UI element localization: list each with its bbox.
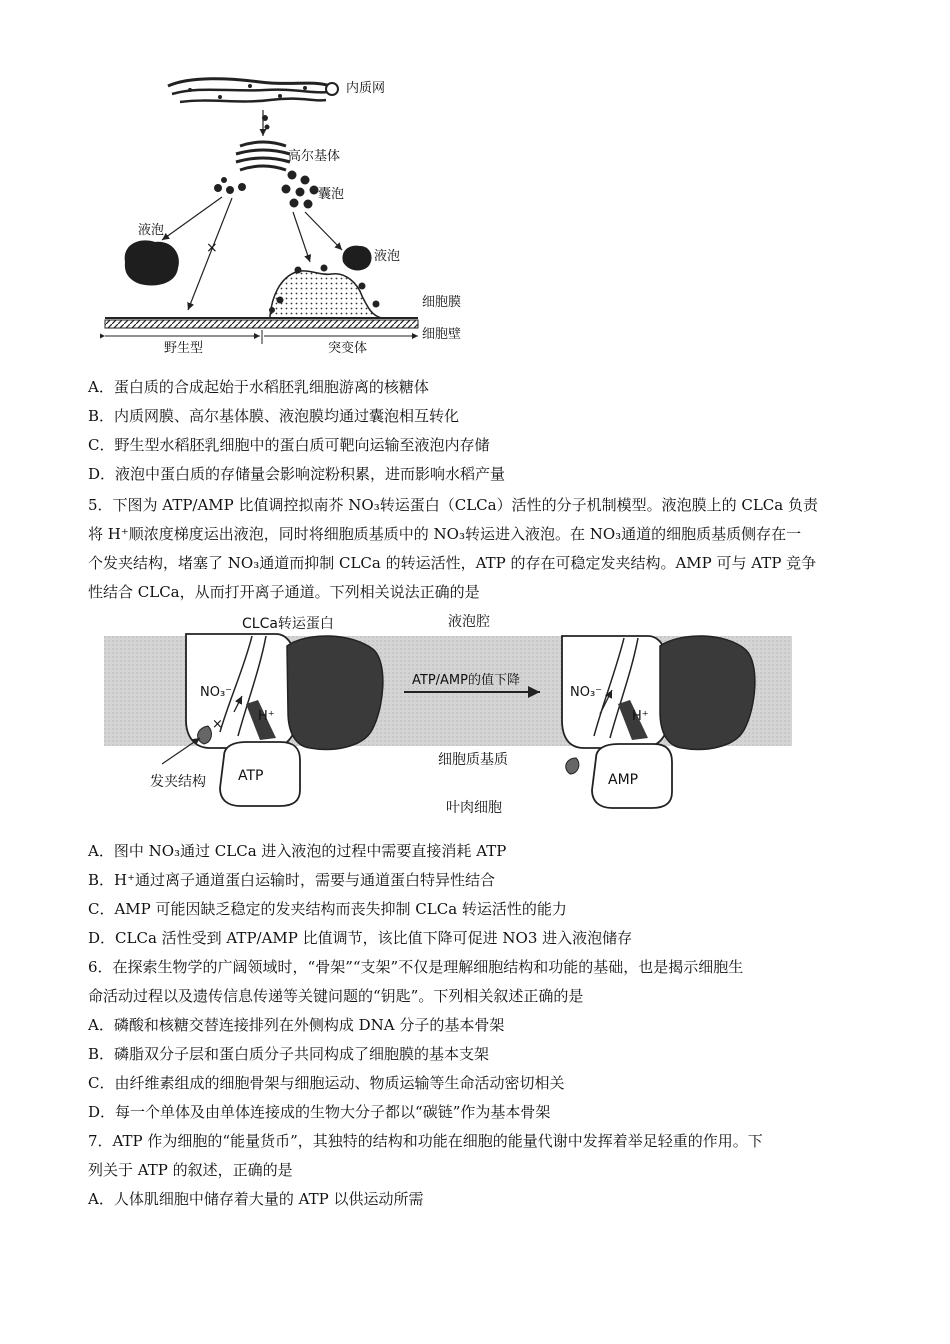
figure-vesicle-transport <box>100 72 470 357</box>
label-h-left: H⁺ <box>258 709 275 724</box>
q4-option-a: A．蛋白质的合成起始于水稻胚乳细胞游离的核糖体 <box>88 378 429 396</box>
label-hairpin: 发夹结构 <box>150 774 206 790</box>
label-no3-left: NO₃⁻ <box>200 685 233 700</box>
q6-stem-line-1: 6．在探索生物学的广阔领域时，“骨架”“支架”不仅是理解细胞结构和功能的基础，也是揭示细胞生 <box>88 958 744 976</box>
label-vacuole-right: 液泡 <box>374 249 401 264</box>
label-golgi: 高尔基体 <box>288 149 341 164</box>
label-wild-type: 野生型 <box>164 341 204 356</box>
q4-option-b: B．内质网膜、高尔基体膜、液泡膜均通过囊泡相互转化 <box>88 407 460 425</box>
cell-wall-band <box>105 320 418 328</box>
q6-option-b: B．磷脂双分子层和蛋白质分子共同构成了细胞膜的基本支架 <box>88 1045 490 1063</box>
figure-clca-model <box>100 608 800 828</box>
q6-option-a: A．磷酸和核糖交替连接排列在外侧构成 DNA 分子的基本骨架 <box>88 1016 505 1034</box>
label-vesicle: 囊泡 <box>318 187 345 202</box>
vacuole-left-icon <box>125 240 179 285</box>
q5-option-a: A．图中 NO₃通过 CLCa 进入液泡的过程中需要直接消耗 ATP <box>88 842 507 860</box>
label-atp: ATP <box>238 768 264 784</box>
q5-option-d: D．CLCa 活性受到 ATP/AMP 比值调节，该比值下降可促进 NO3 进入液泡储存 <box>88 929 633 947</box>
label-membrane: 细胞膜 <box>422 295 462 310</box>
q5-option-b: B．H⁺通过离子通道蛋白运输时，需要与通道蛋白特异性结合 <box>88 871 496 889</box>
label-mutant: 突变体 <box>328 341 368 356</box>
blocked-channel-cross: × <box>212 717 223 732</box>
q7-stem-line-1: 7．ATP 作为细胞的“能量货币”，其独特的结构和功能在细胞的能量代谢中发挥着举足轻重的作用。下 <box>88 1132 763 1150</box>
mutant-protein-deposit <box>270 271 382 318</box>
endoplasmic-reticulum-icon <box>168 79 338 102</box>
label-amp: AMP <box>608 772 639 788</box>
q4-option-c: C．野生型水稻胚乳细胞中的蛋白质可靶向运输至液泡内存储 <box>88 436 490 454</box>
q5-stem-line-1: 5．下图为 ATP/AMP 比值调控拟南芥 NO₃转运蛋白（CLCa）活性的分子机制模型。液泡膜上的 CLCa 负责 <box>88 496 818 514</box>
vacuole-right-icon <box>342 246 371 271</box>
q5-stem-line-4: 性结合 CLCa，从而打开离子通道。下列相关说法正确的是 <box>88 583 480 601</box>
q6-option-c: C．由纤维素组成的细胞骨架与细胞运动、物质运输等生命活动密切相关 <box>88 1074 565 1092</box>
label-cytosol: 细胞质基质 <box>438 752 508 768</box>
q5-stem-line-3: 个发夹结构，堵塞了 NO₃通道而抑制 CLCa 的转运活性，ATP 的存在可稳定发夹结构。AMP 可与 ATP 竞争 <box>88 554 817 572</box>
label-er: 内质网 <box>346 81 386 96</box>
q6-stem-line-2: 命活动过程以及遗传信息传递等关键问题的“钥匙”。下列相关叙述正确的是 <box>88 987 584 1005</box>
q5-stem-line-2: 将 H⁺顺浓度梯度运出液泡，同时将细胞质基质中的 NO₃转运进入液泡。在 NO₃通道的细胞质基质侧存在一 <box>88 525 802 543</box>
blocked-arrow-cross: × <box>206 240 218 256</box>
label-cell: 叶肉细胞 <box>446 800 502 816</box>
q6-option-d: D．每一个单体及由单体连接成的生物大分子都以“碳链”作为基本骨架 <box>88 1103 551 1121</box>
q4-option-d: D．液泡中蛋白质的存储量会影响淀粉积累，进而影响水稻产量 <box>88 465 506 483</box>
label-vacuole-left: 液泡 <box>138 223 165 238</box>
q7-stem-line-2: 列关于 ATP 的叙述，正确的是 <box>88 1161 293 1179</box>
label-h-right: H⁺ <box>632 709 649 724</box>
label-wall: 细胞壁 <box>422 327 462 342</box>
golgi-apparatus-icon <box>236 142 290 170</box>
label-lumen: 液泡腔 <box>448 614 490 630</box>
label-arrow: ATP/AMP的值下降 <box>412 673 520 688</box>
q5-option-c: C．AMP 可能因缺乏稳定的发夹结构而丧失抑制 CLCa 转运活性的能力 <box>88 900 567 918</box>
label-clca: CLCa转运蛋白 <box>242 616 334 632</box>
q7-option-a: A．人体肌细胞中储存着大量的 ATP 以供运动所需 <box>88 1190 424 1208</box>
label-no3-right: NO₃⁻ <box>570 685 603 700</box>
